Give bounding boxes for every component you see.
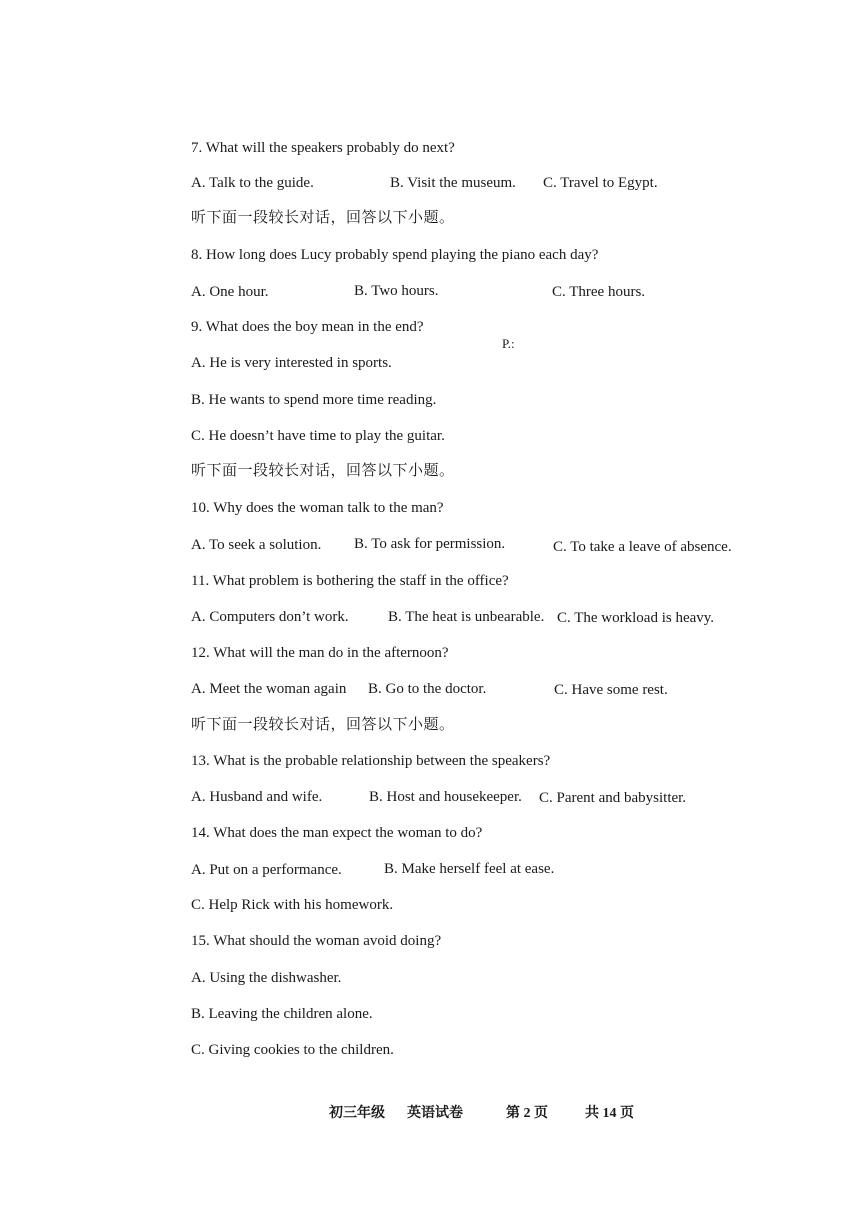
- question-8-option-a: A. One hour.: [191, 284, 269, 300]
- question-13-option-b: B. Host and housekeeper.: [369, 789, 522, 805]
- question-7-option-a: A. Talk to the guide.: [191, 175, 314, 191]
- question-15-stem: 15. What should the woman avoid doing?: [191, 933, 442, 949]
- question-15-option-a: A. Using the dishwasher.: [191, 970, 342, 986]
- question-11-option-a: A. Computers don’t work.: [191, 609, 349, 625]
- section-instruction-3: 听下面一段较长对话，回答以下小题。: [191, 717, 455, 733]
- question-11-option-b: B. The heat is unbearable.: [388, 609, 545, 625]
- question-8-option-b: B. Two hours.: [354, 283, 439, 299]
- question-14-option-b: B. Make herself feel at ease.: [384, 861, 555, 877]
- footer-page-number: 第 2 页: [506, 1106, 548, 1121]
- question-13-stem: 13. What is the probable relationship between the speakers?: [191, 753, 551, 769]
- question-13-option-a: A. Husband and wife.: [191, 789, 323, 805]
- question-9-option-c: C. He doesn’t have time to play the guitar.: [191, 428, 445, 444]
- question-9-option-a: A. He is very interested in sports.: [191, 355, 392, 371]
- question-9-stem: 9. What does the boy mean in the end?: [191, 319, 424, 335]
- question-12-stem: 12. What will the man do in the afternoon?: [191, 645, 449, 661]
- footer-total-pages: 共 14 页: [585, 1106, 634, 1121]
- question-8-option-c: C. Three hours.: [552, 284, 646, 300]
- question-12-option-b: B. Go to the doctor.: [368, 681, 487, 697]
- question-15-option-b: B. Leaving the children alone.: [191, 1006, 373, 1022]
- question-10-stem: 10. Why does the woman talk to the man?: [191, 500, 444, 516]
- question-15-option-c: C. Giving cookies to the children.: [191, 1042, 394, 1058]
- question-13-option-c: C. Parent and babysitter.: [539, 790, 687, 806]
- question-14-option-a: A. Put on a performance.: [191, 862, 342, 878]
- question-7-option-c: C. Travel to Egypt.: [543, 175, 658, 191]
- question-14-option-c: C. Help Rick with his homework.: [191, 897, 394, 913]
- section-instruction-1: 听下面一段较长对话，回答以下小题。: [191, 210, 455, 226]
- stray-mark: P.:: [502, 336, 515, 351]
- question-12-option-a: A. Meet the woman again: [191, 681, 347, 697]
- question-11-option-c: C. The workload is heavy.: [557, 610, 715, 626]
- question-12-option-c: C. Have some rest.: [554, 682, 668, 698]
- footer-grade: 初三年级: [329, 1106, 385, 1121]
- footer-subject: 英语试卷: [407, 1106, 463, 1121]
- question-10-option-c: C. To take a leave of absence.: [553, 539, 732, 555]
- section-instruction-2: 听下面一段较长对话，回答以下小题。: [191, 463, 455, 479]
- question-9-option-b: B. He wants to spend more time reading.: [191, 392, 437, 408]
- question-11-stem: 11. What problem is bothering the staff in the office?: [191, 573, 509, 589]
- question-10-option-b: B. To ask for permission.: [354, 536, 506, 552]
- question-7-stem: 7. What will the speakers probably do next?: [191, 140, 455, 156]
- question-10-option-a: A. To seek a solution.: [191, 537, 322, 553]
- question-8-stem: 8. How long does Lucy probably spend playing the piano each day?: [191, 247, 599, 263]
- question-14-stem: 14. What does the man expect the woman to do?: [191, 825, 483, 841]
- question-7-option-b: B. Visit the museum.: [390, 175, 516, 191]
